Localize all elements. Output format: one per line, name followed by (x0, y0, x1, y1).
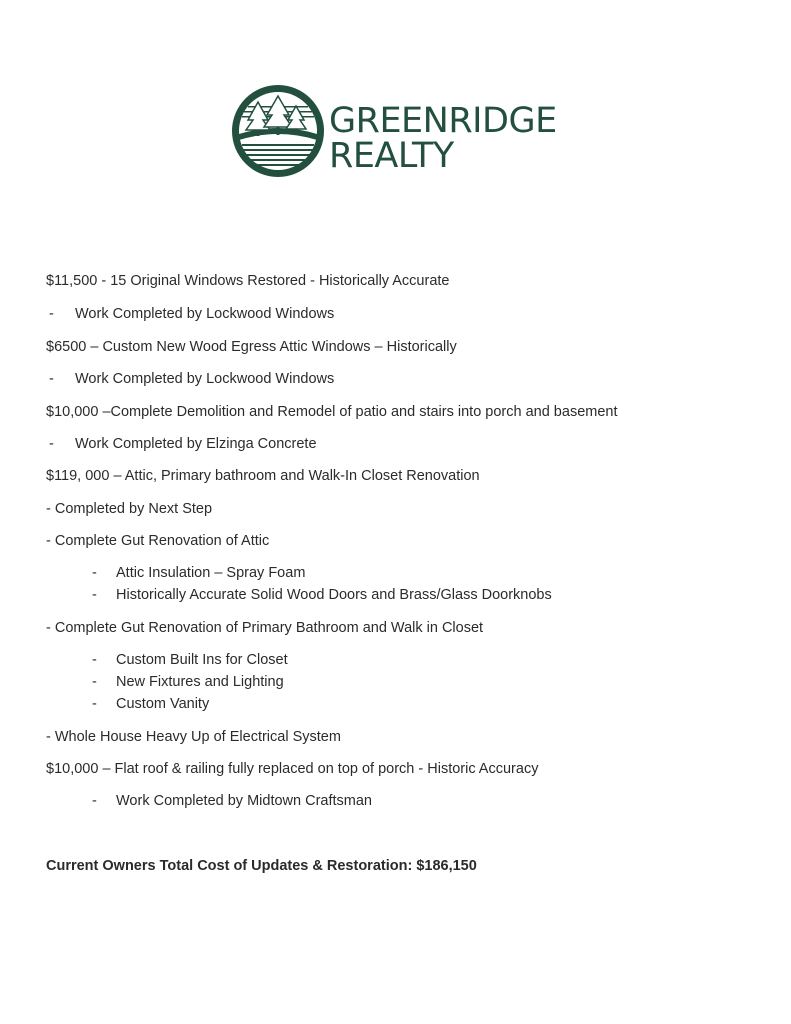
sub-item: - Custom Built Ins for Closet (92, 652, 288, 668)
sub-item: - Custom Vanity (92, 696, 210, 712)
logo-graphic (230, 82, 570, 180)
cost-detail: - Work Completed by Lockwood Windows (49, 306, 335, 322)
cost-item: $10,000 – Flat roof & railing fully replaced on top of porch - Historic Accuracy (46, 761, 539, 777)
cost-detail: - Work Completed by Lockwood Windows (49, 371, 335, 387)
sub-item: - New Fixtures and Lighting (92, 674, 284, 690)
total-cost: Current Owners Total Cost of Updates & Restoration: $186,150 (46, 858, 477, 874)
cost-item: - Complete Gut Renovation of Primary Bathroom and Walk in Closet (46, 620, 484, 636)
cost-item: - Completed by Next Step (46, 501, 213, 517)
logo-line2: REALTY (329, 136, 454, 176)
cost-item: - Complete Gut Renovation of Attic (46, 533, 270, 549)
tree-emblem-icon (232, 85, 324, 177)
sub-item: - Historically Accurate Solid Wood Doors and Brass/Glass Doorknobs (92, 587, 552, 603)
cost-item: $10,000 –Complete Demolition and Remodel of patio and stairs into porch and basement (46, 404, 618, 420)
cost-item: - Whole House Heavy Up of Electrical System (46, 729, 341, 745)
logo-line1: GREENRIDGE (329, 101, 557, 141)
cost-detail: - Work Completed by Elzinga Concrete (49, 436, 317, 452)
sub-item: - Work Completed by Midtown Craftsman (92, 793, 372, 809)
sub-item: - Attic Insulation – Spray Foam (92, 565, 306, 581)
greenridge-realty-logo (230, 82, 570, 180)
cost-item: $11,500 - 15 Original Windows Restored - Historically Accurate (46, 273, 450, 289)
cost-item: $119, 000 – Attic, Primary bathroom and Walk-In Closet Renovation (46, 468, 480, 484)
cost-item: $6500 – Custom New Wood Egress Attic Windows – Historically (46, 339, 457, 355)
